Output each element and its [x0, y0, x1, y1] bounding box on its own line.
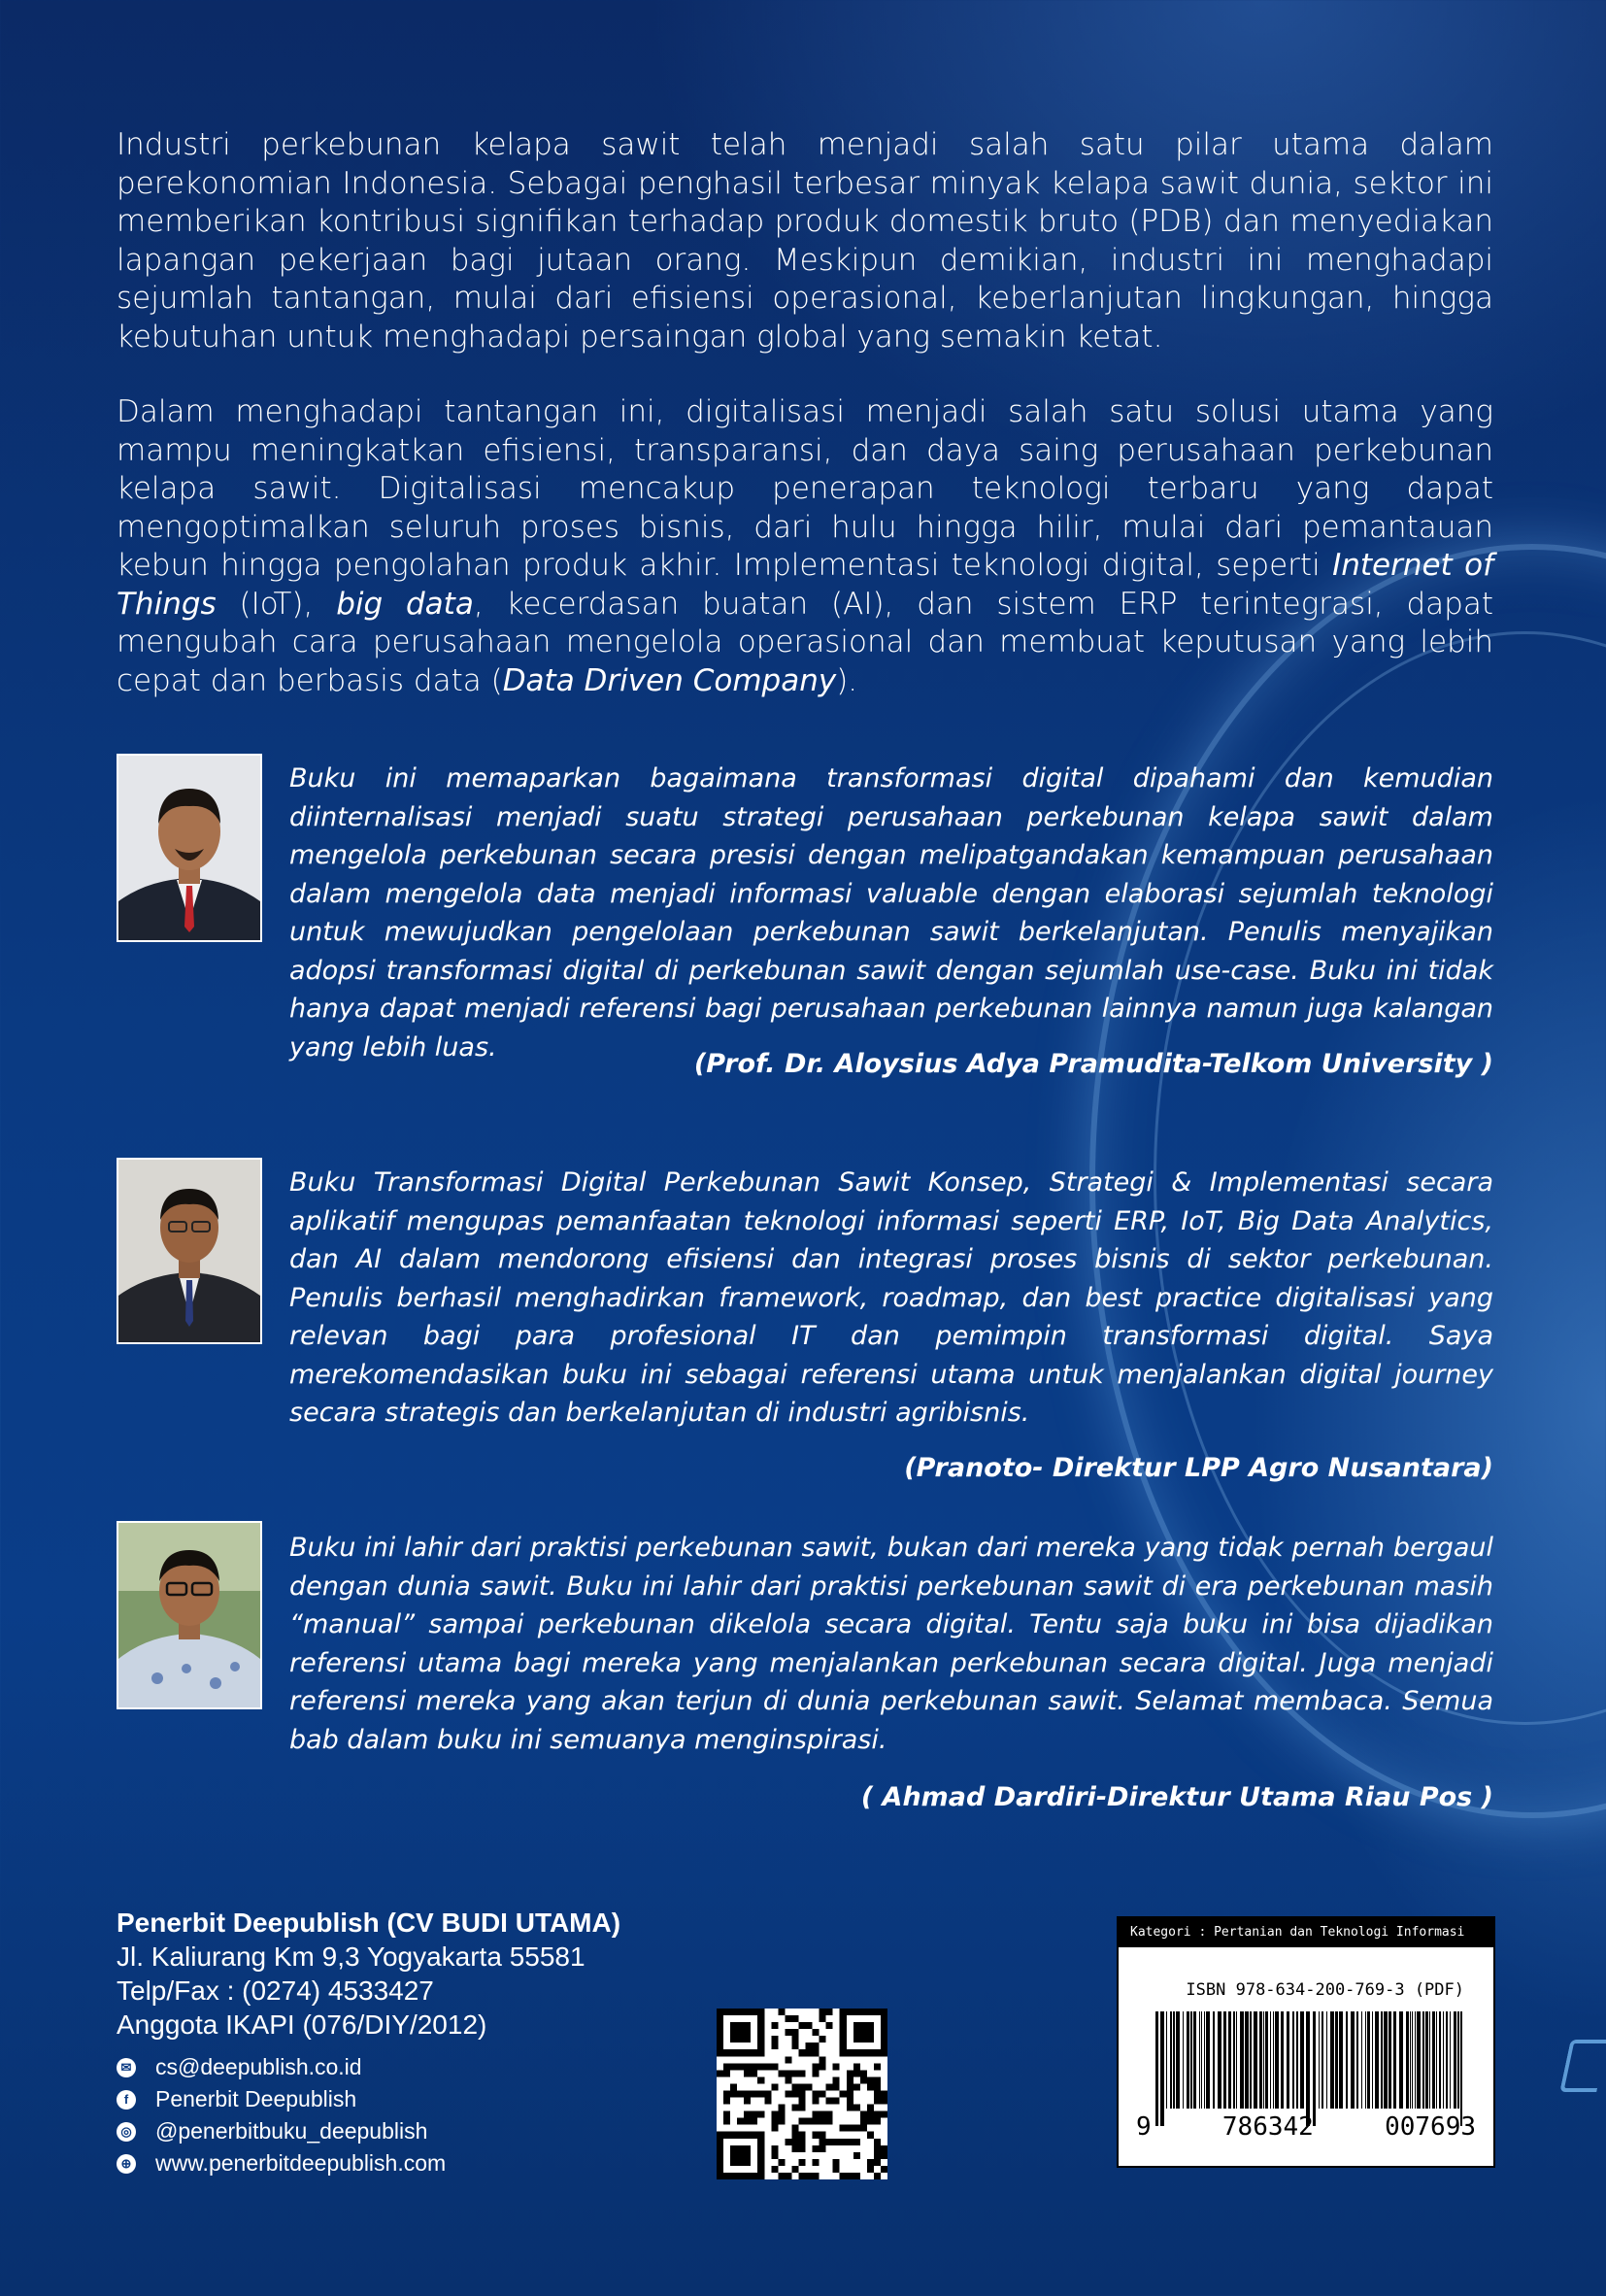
- intro-text: ).: [836, 662, 858, 698]
- publisher-phone: Telp/Fax : (0274) 4533427: [117, 1975, 434, 2006]
- contact-instagram-text[interactable]: @penerbitbuku_deepublish: [155, 2118, 428, 2144]
- contact-email: [117, 2051, 620, 2083]
- publisher-address: Jl. Kaliurang Km 9,3 Yogyakarta 55581: [117, 1941, 586, 1972]
- portrait-icon: [118, 1523, 260, 1707]
- contact-instagram: [117, 2115, 620, 2147]
- intro-paragraph-2: [117, 393, 1493, 700]
- contact-email-text[interactable]: cs@deepublish.co.id: [155, 2054, 362, 2079]
- testimonial-3-author: ( Ahmad Dardiri-Direktur Utama Riau Pos ): [860, 1782, 1493, 1812]
- decorative-bracket: [1559, 2040, 1606, 2092]
- author-photo-1: [117, 754, 262, 942]
- qr-code-icon: [717, 2009, 887, 2179]
- author-photo-3: [117, 1521, 262, 1709]
- contact-facebook-text[interactable]: Penerbit Deepublish: [155, 2086, 357, 2111]
- barcode-digit-group-1: 786342: [1221, 2112, 1314, 2142]
- testimonial-text: Buku: [289, 1167, 374, 1198]
- intro-emphasis: big data: [336, 586, 474, 622]
- intro-emphasis: Data Driven Company: [502, 662, 837, 698]
- publisher-info: [117, 1907, 620, 2179]
- email-icon: ✉: [117, 2058, 136, 2077]
- testimonial-2-author: (Pranoto- Direktur LPP Agro Nusantara): [904, 1453, 1493, 1483]
- intro-text: (IoT),: [216, 586, 337, 622]
- barcode-digits: [1136, 2112, 1476, 2142]
- portrait-icon: [118, 1160, 260, 1342]
- barcode-digit-first: 9: [1136, 2112, 1152, 2142]
- publisher-member: Anggota IKAPI (076/DIY/2012): [117, 2009, 487, 2040]
- book-title: Transformasi Digital Perkebunan Sawit Konsep, Strategi & Implementasi: [373, 1167, 1389, 1198]
- isbn-barcode-box: [1117, 1916, 1495, 2168]
- testimonial-2-text: [289, 1164, 1493, 1433]
- isbn-label: ISBN 978-634-200-769-3 (PDF): [1186, 1980, 1464, 2000]
- intro-paragraph-1: Industri perkebunan kelapa sawit telah menjadi salah satu pilar utama dalam perekonomian Indonesia. Sebagai penghasil terbesar minyak kelapa sawit dunia, sektor ini memberikan kontribusi signifikan terhadap produk domestik bruto (PDB) dan menyediakan lapangan pekerjaan bagi jutaan orang. Meskipun demikian, industri ini menghadapi sejumlah tantangan, mulai dari efisiensi operasional, keberlanjutan lingkungan, hingga kebutuhan untuk menghadapi persaingan global yang semakin ketat.: [117, 127, 1493, 355]
- contact-facebook: [117, 2083, 620, 2115]
- testimonial-1-text: Buku ini memaparkan bagaimana transformasi digital dipahami dan kemudian diinternalisasi menjadi suatu strategi perusahaan perkebunan kelapa sawit dalam mengelola perkebunan secara presisi dengan melipatgandakan kemampuan perusahaan dalam mengelola data menjadi informasi valuable dengan elaborasi sejumlah teknologi untuk mewujudkan pengelolaan perkebunan sawit berkelanjutan. Penulis menyajikan adopsi transformasi digital di perkebunan sawit dengan sejumlah use-case. Buku ini tidak hanya dapat menjadi referensi bagi perusahaan perkebunan lainnya namun juga kalangan yang lebih luas.: [289, 763, 1493, 1063]
- facebook-icon: f: [117, 2090, 136, 2110]
- testimonial-text: secara aplikatif mengupas pemanfaatan teknologi informasi seperti ERP, IoT, Big Data Analytics, dan AI dalam mendorong efisiensi dan integrasi proses bisnis di sektor perkebunan. Penulis berhasil menghadirkan framework, roadmap, dan best practice digitalisasi yang relevan bagi para profesional IT dan pemimpin transformasi digital. Saya merekomendasikan buku ini sebagai referensi utama untuk menjalankan digital journey secara strategis dan berkelanjutan di industri agribisnis.: [289, 1167, 1494, 1428]
- author-photo-2: [117, 1158, 262, 1344]
- contact-list: [117, 2051, 620, 2179]
- instagram-icon: ◎: [117, 2122, 136, 2142]
- intro-text: , kecerdasan buatan (AI), dan sistem ERP terintegrasi, dapat mengubah cara perusahaan mengelola operasional dan membuat keputusan yang lebih cepat dan berbasis data (: [117, 586, 1494, 698]
- barcode-bars-icon: [1155, 2011, 1466, 2128]
- category-label: Kategori : Pertanian dan Teknologi Informasi: [1119, 1918, 1493, 1947]
- globe-icon: ⊕: [117, 2154, 136, 2174]
- intro-emphasis: Internet of Things: [117, 548, 1493, 622]
- testimonial-1-author: (Prof. Dr. Aloysius Adya Pramudita-Telkom University ): [693, 1049, 1493, 1079]
- contact-website: [117, 2147, 620, 2179]
- testimonial-3-text: Buku ini lahir dari praktisi perkebunan sawit, bukan dari mereka yang tidak pernah bergaul dengan dunia sawit. Buku ini lahir dari praktisi perkebunan sawit di era perkebunan masih “manual” sampai perkebunan dikelola secara digital. Tentu saja buku ini bisa dijadikan referensi utama bagi mereka yang menjalankan perkebunan secara digital. Juga menjadi referensi mereka yang akan terjun di dunia perkebunan sawit. Selamat membaca. Semua bab dalam buku ini semuanya menginspirasi.: [289, 1533, 1493, 1755]
- contact-website-text[interactable]: www.penerbitdeepublish.com: [155, 2150, 447, 2176]
- portrait-icon: [118, 756, 260, 940]
- barcode-digit-group-2: 007693: [1385, 2112, 1476, 2142]
- publisher-name: Penerbit Deepublish (CV BUDI UTAMA): [117, 1908, 621, 1938]
- qr-code[interactable]: [717, 2009, 887, 2179]
- intro-text: Dalam menghadapi tantangan ini, digitalisasi menjadi salah satu solusi utama yang mampu meningkatkan efisiensi, transparansi, dan daya saing perusahaan perkebunan kelapa sawit. Digitalisasi mencakup penerapan teknologi terbaru yang dapat mengoptimalkan seluruh proses bisnis, dari hulu hingga hilir, mulai dari pemantauan kebun hingga pengolahan produk akhir. Implementasi teknologi digital, seperti: [117, 394, 1493, 583]
